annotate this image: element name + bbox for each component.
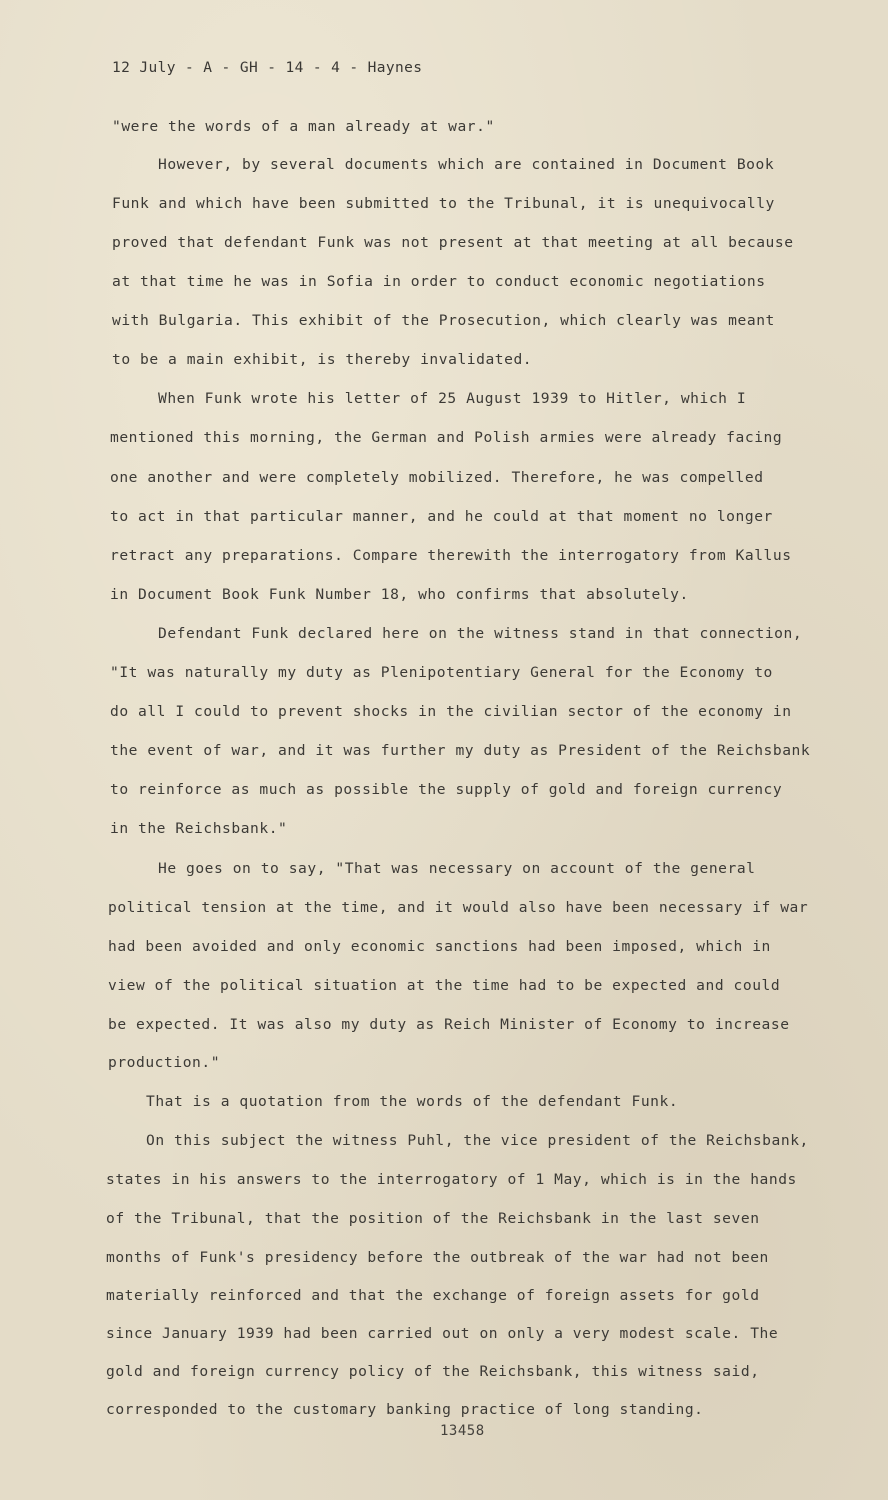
text-line: to be a main exhibit, is thereby invalidated. bbox=[112, 351, 533, 368]
text-line: of the Tribunal, that the position of the Reichsbank in the last seven bbox=[106, 1210, 760, 1227]
text-line: view of the political situation at the time had to be expected and could bbox=[108, 977, 781, 994]
text-line: proved that defendant Funk was not present at that meeting at all because bbox=[112, 234, 794, 251]
text-line: since January 1939 had been carried out on only a very modest scale. The bbox=[106, 1325, 779, 1342]
text-line: "were the words of a man already at war." bbox=[112, 118, 495, 135]
text-line: When Funk wrote his letter of 25 August 1939 to Hitler, which I bbox=[158, 390, 747, 407]
text-line: states in his answers to the interrogatory of 1 May, which is in the hands bbox=[106, 1171, 797, 1188]
text-line: He goes on to say, "That was necessary on account of the general bbox=[158, 860, 756, 877]
text-line: retract any preparations. Compare therewith the interrogatory from Kallus bbox=[110, 547, 792, 564]
text-line: in Document Book Funk Number 18, who confirms that absolutely. bbox=[110, 586, 689, 603]
text-line: with Bulgaria. This exhibit of the Prosecution, which clearly was meant bbox=[112, 312, 775, 329]
text-line: one another and were completely mobilized. Therefore, he was compelled bbox=[110, 469, 764, 486]
text-line: However, by several documents which are contained in Document Book bbox=[158, 156, 775, 173]
text-line: materially reinforced and that the exchange of foreign assets for gold bbox=[106, 1287, 760, 1304]
page-header: 12 July - A - GH - 14 - 4 - Haynes bbox=[112, 60, 423, 76]
text-line: mentioned this morning, the German and Polish armies were already facing bbox=[110, 429, 783, 446]
text-line: production." bbox=[108, 1054, 221, 1071]
text-line: gold and foreign currency policy of the Reichsbank, this witness said, bbox=[106, 1363, 760, 1380]
text-line: That is a quotation from the words of the defendant Funk. bbox=[146, 1093, 679, 1110]
text-line: On this subject the witness Puhl, the vice president of the Reichsbank, bbox=[146, 1132, 809, 1149]
text-line: to reinforce as much as possible the supply of gold and foreign currency bbox=[110, 781, 783, 798]
text-line: months of Funk's presidency before the outbreak of the war had not been bbox=[106, 1249, 769, 1266]
text-line: be expected. It was also my duty as Reich Minister of Economy to increase bbox=[108, 1016, 790, 1033]
page-number: 13458 bbox=[440, 1423, 485, 1439]
text-line: to act in that particular manner, and he could at that moment no longer bbox=[110, 508, 773, 525]
text-line: at that time he was in Sofia in order to conduct economic negotiations bbox=[112, 273, 766, 290]
text-line: political tension at the time, and it would also have been necessary if war bbox=[108, 899, 809, 916]
text-line: in the Reichsbank." bbox=[110, 820, 288, 837]
text-line: "It was naturally my duty as Plenipotentiary General for the Economy to bbox=[110, 664, 773, 681]
text-line: had been avoided and only economic sanctions had been imposed, which in bbox=[108, 938, 771, 955]
text-line: the event of war, and it was further my duty as President of the Reichsbank bbox=[110, 742, 811, 759]
text-line: do all I could to prevent shocks in the civilian sector of the economy in bbox=[110, 703, 792, 720]
text-line: Funk and which have been submitted to the Tribunal, it is unequivocally bbox=[112, 195, 775, 212]
text-line: corresponded to the customary banking practice of long standing. bbox=[106, 1401, 704, 1418]
text-line: Defendant Funk declared here on the witness stand in that connection, bbox=[158, 625, 803, 642]
